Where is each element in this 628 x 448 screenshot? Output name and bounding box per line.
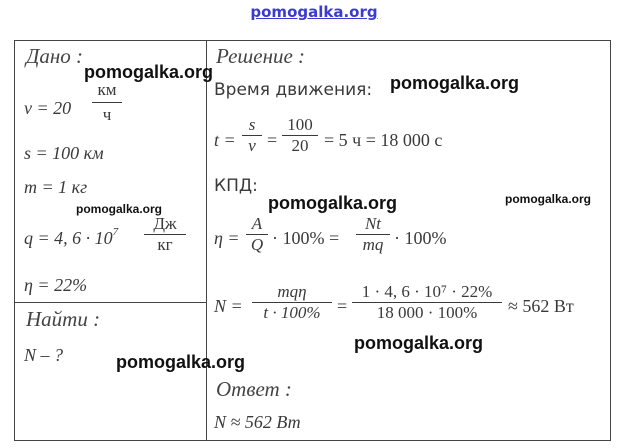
- watermark-text: pomogalka.org: [505, 192, 592, 206]
- velocity-unit-num: км: [97, 80, 117, 99]
- watermark-text: pomogalka.org: [268, 193, 398, 213]
- power-fraction-1: [252, 282, 332, 323]
- efficiency-lhs: η =: [214, 228, 240, 248]
- given-distance: s = 100 км: [24, 143, 104, 163]
- power-result: ≈ 562 Вт: [508, 296, 574, 316]
- power-fraction-2: [352, 282, 502, 323]
- efficiency-mid: · 100% =: [272, 228, 340, 248]
- time-fraction-1-num: s: [242, 115, 262, 136]
- efficiency-fraction-1-den: Q: [250, 235, 264, 254]
- given-heat-value-exp: 7: [112, 226, 119, 238]
- time-result: = 5 ч = 18 000 с: [324, 130, 443, 150]
- power-fraction-2-den: 18 000 · 100%: [376, 303, 478, 322]
- power-equals: =: [337, 296, 348, 316]
- given-heat-value-base: q = 4, 6 · 10: [24, 228, 113, 248]
- heat-unit-den: кг: [157, 235, 173, 254]
- efficiency-fraction-2-num: Nt: [356, 214, 390, 235]
- power-fraction-1-num: mqη: [252, 282, 332, 303]
- velocity-unit-den: ч: [102, 105, 112, 124]
- watermark-text: pomogalka.org: [390, 73, 520, 93]
- time-fraction-2-den: 20: [291, 136, 309, 155]
- efficiency-fraction-1-num: A: [246, 214, 268, 235]
- find-heading: Найти :: [26, 307, 101, 331]
- given-find-divider: [14, 302, 207, 303]
- watermark-text: pomogalka.org: [354, 333, 484, 353]
- time-fraction-1-den: v: [248, 136, 256, 155]
- answer-value: N ≈ 562 Вт: [214, 412, 301, 432]
- efficiency-fraction-2: [356, 214, 390, 255]
- power-lhs: N =: [214, 296, 243, 316]
- time-lhs: t =: [214, 130, 236, 150]
- given-mass: m = 1 кг: [24, 177, 88, 197]
- heat-unit-fraction: [144, 214, 186, 255]
- efficiency-label: КПД:: [214, 176, 258, 196]
- power-fraction-1-den: t · 100%: [263, 303, 321, 322]
- site-watermark-header: pomogalka.org: [250, 3, 378, 21]
- velocity-unit-fraction: [92, 80, 122, 125]
- column-divider: [206, 40, 207, 441]
- time-label: Время движения:: [214, 80, 373, 100]
- time-fraction-2: [282, 115, 318, 156]
- efficiency-fraction-2-den: mq: [362, 235, 384, 254]
- time-fraction-1: [242, 115, 262, 156]
- watermark-text: pomogalka.org: [84, 62, 214, 82]
- solution-heading: Решение :: [216, 44, 306, 68]
- given-velocity: v = 20: [24, 98, 72, 118]
- find-value: N – ?: [24, 345, 64, 365]
- power-fraction-2-num: 1 · 4, 6 · 10⁷ · 22%: [352, 282, 502, 303]
- time-fraction-2-num: 100: [282, 115, 318, 136]
- efficiency-end: · 100%: [394, 228, 447, 248]
- efficiency-fraction-1: [246, 214, 268, 255]
- given-heat-value: [24, 228, 118, 249]
- heat-unit-num: Дж: [144, 214, 186, 235]
- watermark-text: pomogalka.org: [116, 352, 246, 372]
- answer-heading: Ответ :: [216, 377, 292, 401]
- given-heading: Дано :: [26, 44, 84, 68]
- time-equals: =: [267, 130, 278, 150]
- given-efficiency: η = 22%: [24, 275, 88, 295]
- watermark-text: pomogalka.org: [76, 202, 163, 216]
